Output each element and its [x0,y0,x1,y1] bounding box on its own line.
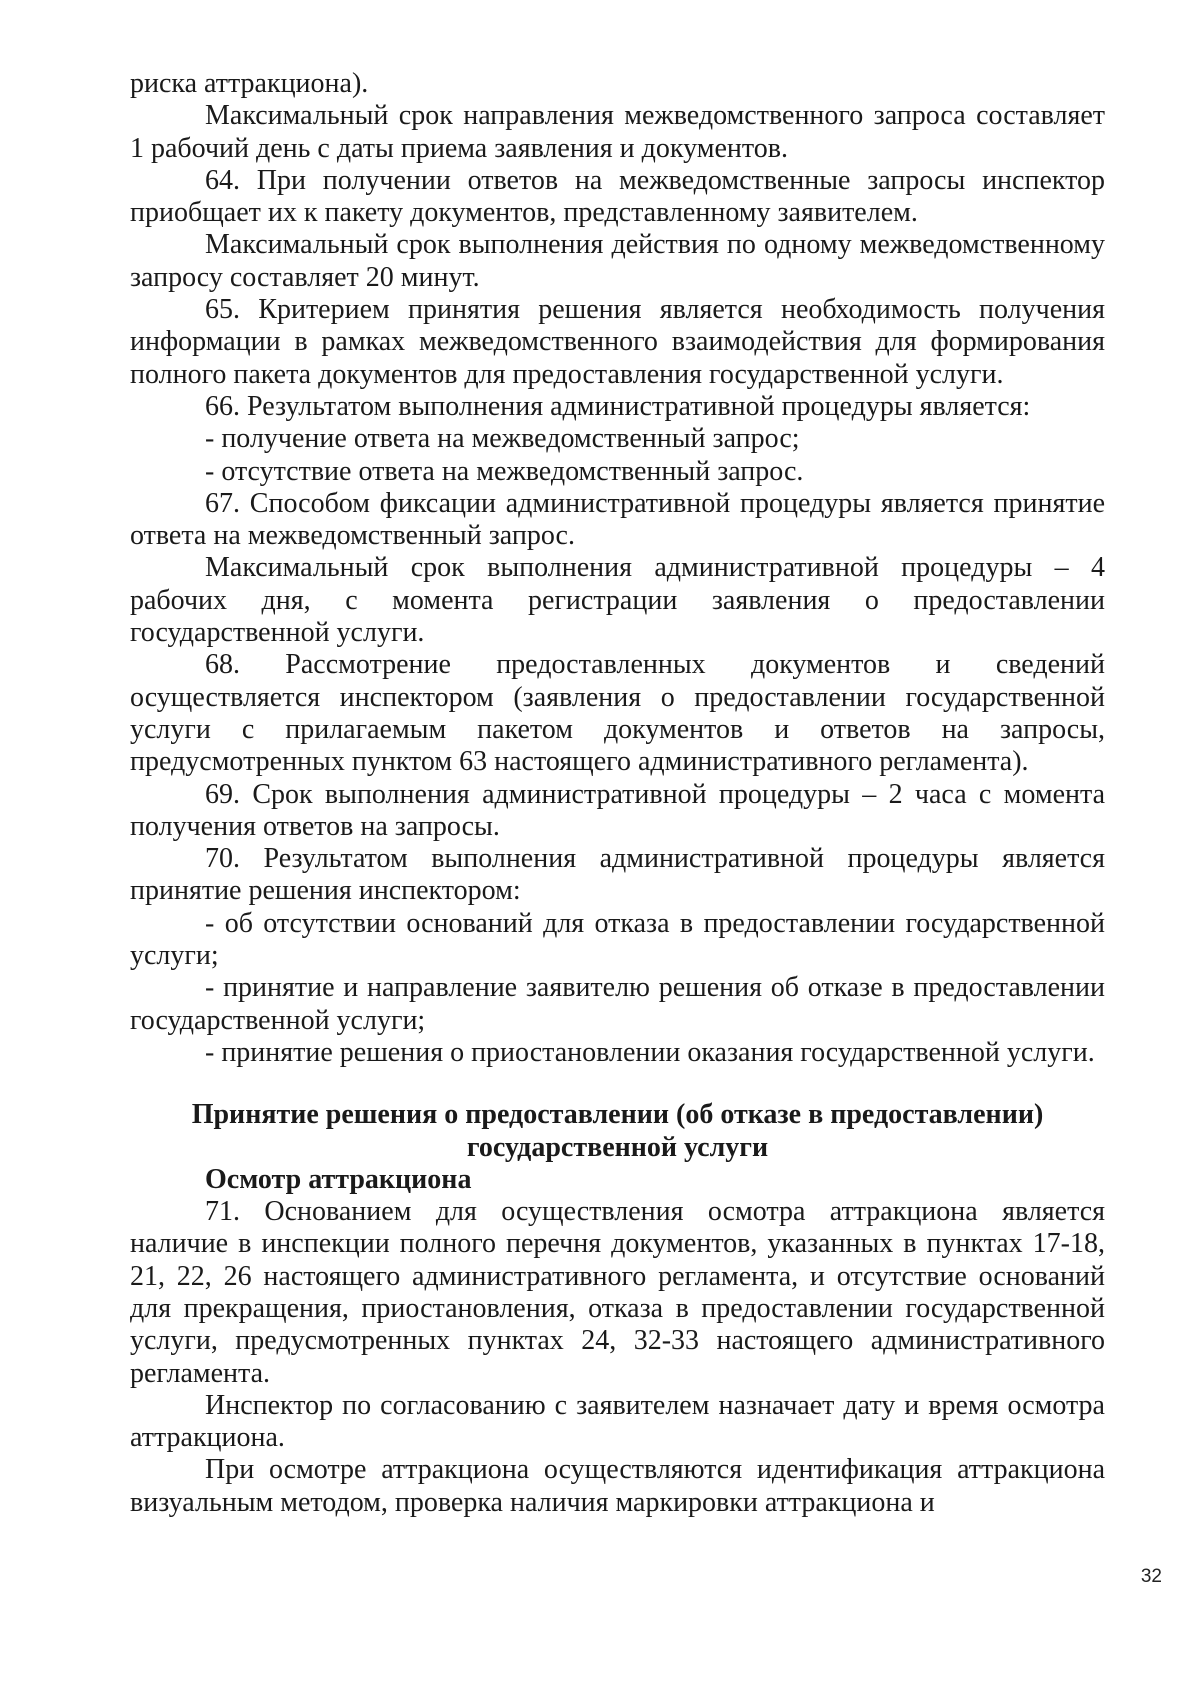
list-item: - принятие и направление заявителю решения об отказе в предоставлении государственной услуги; [130,972,1105,1036]
section-heading-line: государственной услуги [466,1131,769,1163]
paragraph: При осмотре аттракциона осуществляются идентификация аттракциона визуальным методом, проверка наличия маркировки аттракциона и [130,1454,1105,1518]
paragraph: Инспектор по согласованию с заявителем назначает дату и время осмотра аттракциона. [130,1389,1105,1454]
section-heading [130,1081,1105,1164]
paragraphs-after-heading [130,1196,1105,1519]
document-body [130,68,1105,1519]
paragraph: 68. Рассмотрение предоставленных документов и сведений осуществляется инспектором (заявления о предоставлении государственной услуги с прилагаемым пакетом документов и ответов на запросы, предусмотренных пунктом 63 настоящего административного регламента). [130,649,1105,778]
paragraph: 67. Способом фиксации административной процедуры является принятие ответа на межведомственный запрос. [130,487,1105,552]
paragraph: Максимальный срок выполнения действия по одному межведомственному запросу составляет 20 минут. [130,229,1105,293]
paragraph: 65. Критерием принятия решения является необходимость получения информации в рамках межведомственного взаимодействия для формирования полного пакета документов для предоставления государственной услуги. [130,294,1105,390]
paragraph: 70. Результатом выполнения административной процедуры является принятие решения инспектором: [130,843,1105,907]
paragraph: 69. Срок выполнения административной процедуры – 2 часа с момента получения ответов на запросы. [130,778,1105,842]
section-heading-line: Принятие решения о предоставлении (об отказе в предоставлении) [191,1099,1044,1131]
list-item: - об отсутствии оснований для отказа в предоставлении государственной услуги; [130,907,1105,972]
paragraph: 71. Основанием для осуществления осмотра аттракциона является наличие в инспекции полного перечня документов, указанных в пунктах 17-18, 21, 22, 26 настоящего административного регламента, и отсутствие оснований для прекращения, приостановления, отказа в предоставлении государственной услуги, предусмотренных пунктах 24, 32-33 настоящего административного регламента. [130,1196,1105,1389]
paragraph: 64. При получении ответов на межведомственные запросы инспектор приобщает их к пакету документов, представленному заявителем. [130,164,1105,229]
paragraph: Максимальный срок выполнения административной процедуры – 4 рабочих дня, с момента регистрации заявления о предоставлении государственной услуги. [130,552,1105,649]
list-item: - получение ответа на межведомственный запрос; [205,423,800,455]
list-item: - отсутствие ответа на межведомственный запрос. [205,455,804,487]
paragraphs-before-heading [130,68,1105,1069]
paragraph: 66. Результатом выполнения административной процедуры является: [205,390,1031,422]
list-item: - принятие решения о приостановлении оказания государственной услуги. [205,1036,1095,1068]
page-number: 32 [1140,1566,1162,1587]
paragraph: риска аттракциона). [130,68,369,99]
paragraph: Максимальный срок направления межведомственного запроса составляет 1 рабочий день с даты приема заявления и документов. [130,100,1105,164]
subheading: Осмотр аттракциона [205,1163,472,1195]
